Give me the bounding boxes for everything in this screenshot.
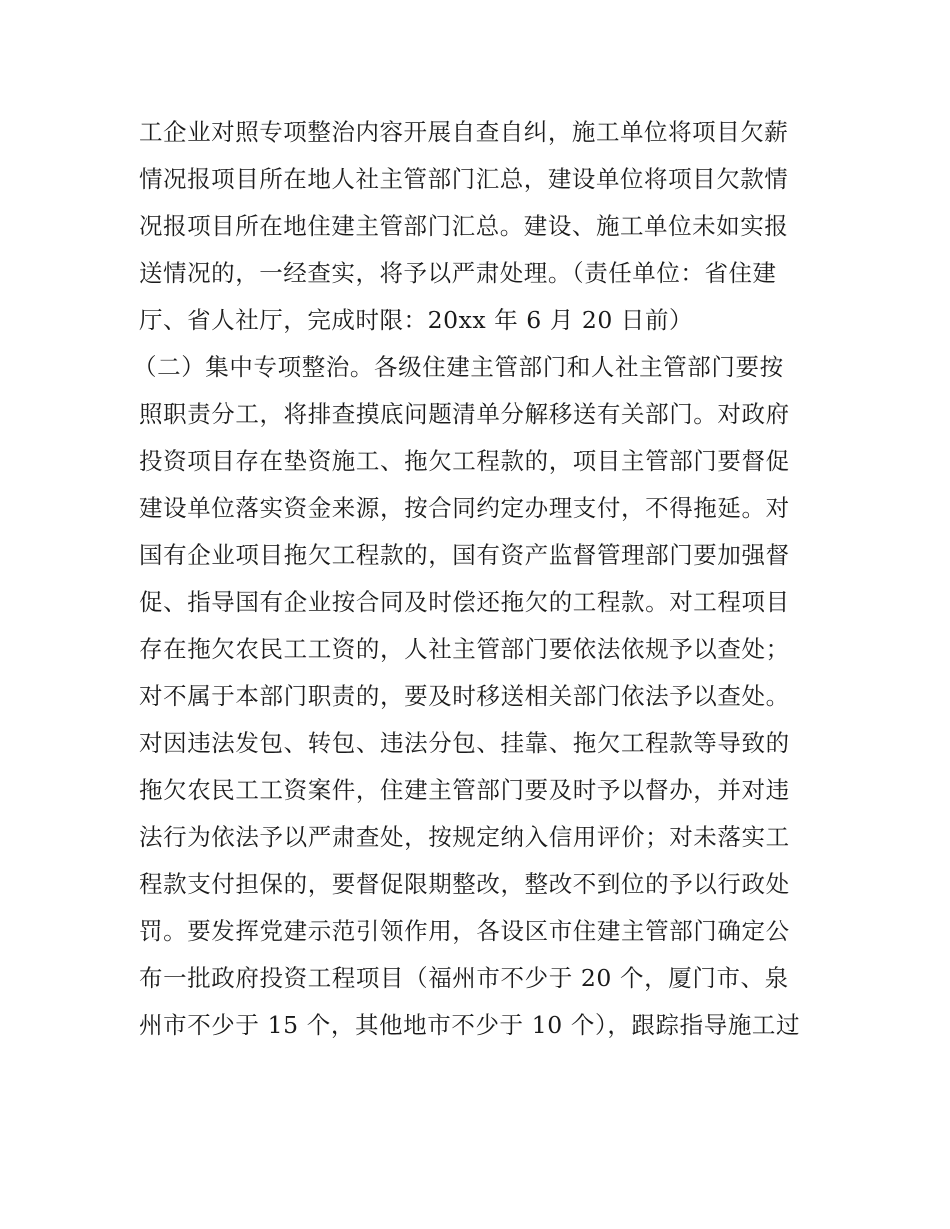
text-line: 州市不少于 15 个，其他地市不少于 10 个），跟踪指导施工过 (139, 1011, 801, 1039)
text-line: 建设单位落实资金来源，按合同约定办理支付，不得拖延。对 (139, 494, 790, 522)
text-line: 工企业对照专项整治内容开展自查自纠，施工单位将项目欠薪 (139, 118, 789, 146)
section-heading-line: （二）集中专项整治。各级住建主管部门和人社主管部门要按 (133, 353, 784, 381)
text-line: 情况报项目所在地人社主管部门汇总，建设单位将项目欠款情 (139, 165, 789, 193)
text-line: 况报项目所在地住建主管部门汇总。建设、施工单位未如实报 (139, 212, 789, 240)
text-line: 程款支付担保的，要督促限期整改，整改不到位的予以行政处 (139, 870, 790, 898)
text-line: 罚。要发挥党建示范引领作用，各设区市住建主管部门确定公 (139, 917, 790, 945)
text-line: 布一批政府投资工程项目（福州市不少于 20 个，厦门市、泉 (139, 964, 789, 992)
text-line: 对因违法发包、转包、违法分包、挂靠、拖欠工程款等导致的 (139, 729, 790, 757)
text-line: 促、指导国有企业按合同及时偿还拖欠的工程款。对工程项目 (139, 588, 790, 616)
text-line: 投资项目存在垫资施工、拖欠工程款的，项目主管部门要督促 (139, 447, 790, 475)
body-text (133, 109, 829, 1049)
text-line: 厅、省人社厅，完成时限：20xx 年 6 月 20 日前） (139, 306, 694, 334)
text-line: 照职责分工，将排查摸底问题清单分解移送有关部门。对政府 (139, 400, 790, 428)
text-line: 对不属于本部门职责的，要及时移送相关部门依法予以查处。 (139, 682, 790, 710)
text-line: 国有企业项目拖欠工程款的，国有资产监督管理部门要加强督 (139, 541, 790, 569)
text-line: 法行为依法予以严肃查处，按规定纳入信用评价；对未落实工 (139, 823, 790, 851)
text-line: 存在拖欠农民工工资的，人社主管部门要依法依规予以查处； (139, 635, 790, 663)
text-line: 送情况的，一经查实，将予以严肃处理。（责任单位：省住建 (139, 259, 777, 287)
text-line: 拖欠农民工工资案件，住建主管部门要及时予以督办，并对违 (139, 776, 790, 804)
